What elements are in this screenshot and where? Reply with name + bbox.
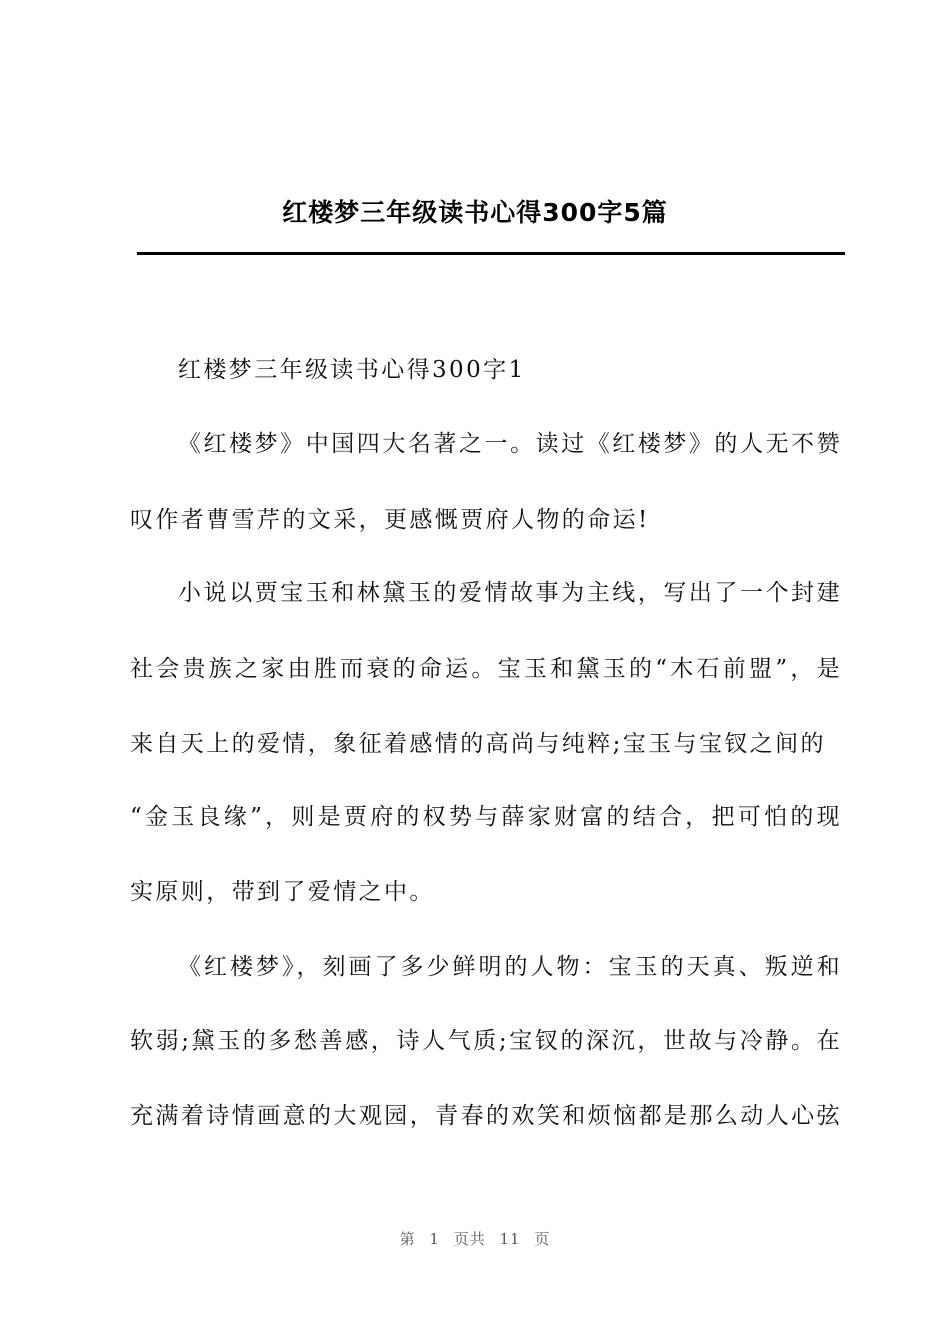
title-rule bbox=[137, 252, 845, 255]
text-line: “金玉良缘”，则是贾府的权势与薛家财富的结合，把可怕的现 bbox=[130, 804, 842, 830]
text-line: 叹作者曹雪芹的文采，更感慨贾府人物的命运! bbox=[130, 507, 650, 533]
text-line: 充满着诗情画意的大观园，青春的欢笑和烦恼都是那么动人心弦 bbox=[130, 1103, 842, 1129]
page-footer: 第 1 页共 11 页 bbox=[399, 1230, 551, 1248]
text-line: 社会贵族之家由胜而衰的命运。宝玉和黛玉的“木石前盟”，是 bbox=[130, 656, 842, 682]
section-heading: 红楼梦三年级读书心得300字1 bbox=[178, 357, 526, 383]
text-line: 实原则，带到了爱情之中。 bbox=[130, 879, 435, 905]
text-line: 《红楼梦》，刻画了多少鲜明的人物：宝玉的天真、叛逆和 bbox=[178, 954, 842, 980]
text-line: 软弱;黛玉的多愁善感，诗人气质;宝钗的深沉，世故与冷静。在 bbox=[130, 1028, 842, 1054]
text-line: 来自天上的爱情，象征着感情的高尚与纯粹;宝玉与宝钗之间的 bbox=[130, 731, 826, 757]
page-title: 红楼梦三年级读书心得300字5篇 bbox=[282, 198, 668, 227]
text-line: 小说以贾宝玉和林黛玉的爱情故事为主线，写出了一个封建 bbox=[178, 580, 842, 606]
text-line: 《红楼梦》中国四大名著之一。读过《红楼梦》的人无不赞 bbox=[178, 431, 842, 457]
